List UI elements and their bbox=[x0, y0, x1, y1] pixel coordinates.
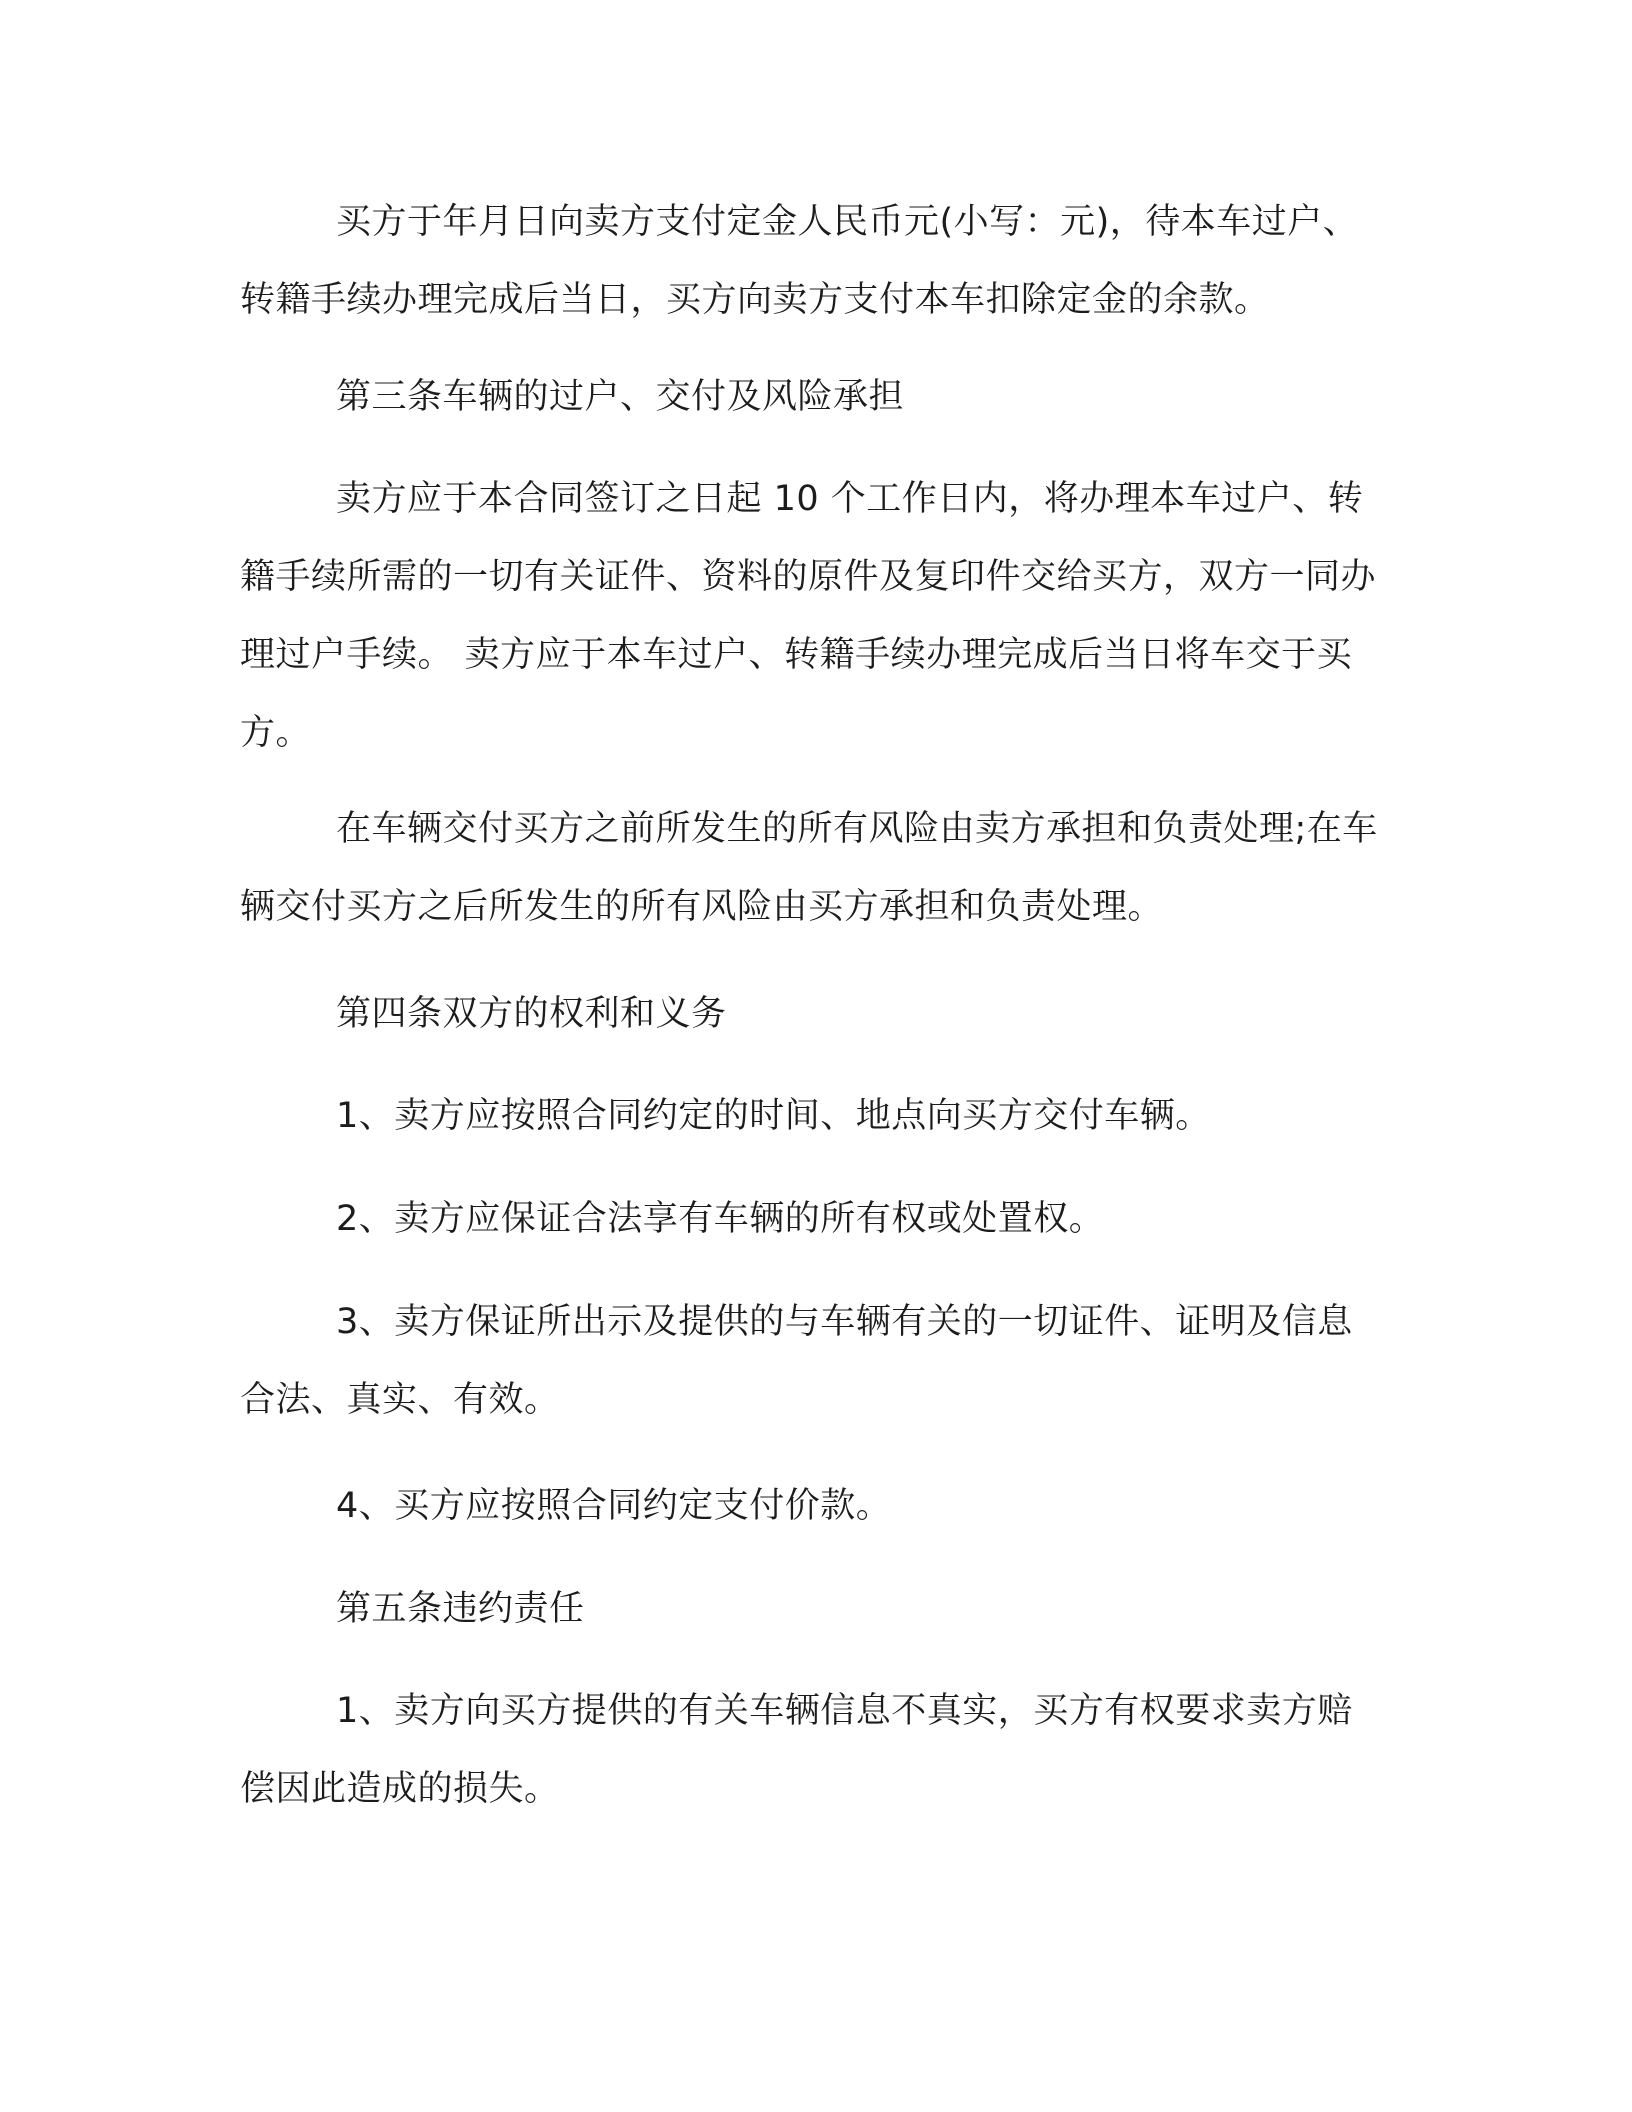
paragraph-transfer-documents: 卖方应于本合同签订之日起 10 个工作日内，将办理本车过户、转籍手续所需的一切有关证件、资料的原件及复印件交给买方，双方一同办理过户手续。 卖方应于本车过户、转籍手续办理完成后当日将车交于买方。 bbox=[240, 479, 1377, 753]
list-item-breach-1: 1、卖方向买方提供的有关车辆信息不真实，买方有权要求卖方赔偿因此造成的损失。 bbox=[240, 1691, 1353, 1809]
list-item-3: 3、卖方保证所出示及提供的与车辆有关的一切证件、证明及信息合法、真实、有效。 bbox=[240, 1302, 1353, 1420]
heading-article-4: 第四条双方的权利和义务 bbox=[336, 994, 727, 1034]
list-item-2: 2、卖方应保证合法享有车辆的所有权或处置权。 bbox=[336, 1199, 1105, 1239]
list-item-1: 1、卖方应按照合同约定的时间、地点向买方交付车辆。 bbox=[336, 1096, 1211, 1136]
heading-article-5: 第五条违约责任 bbox=[336, 1589, 585, 1629]
paragraph-risk: 在车辆交付买方之前所发生的所有风险由卖方承担和负责处理;在车辆交付买方之后所发生的所有风险由买方承担和负责处理。 bbox=[240, 809, 1378, 927]
paragraph-deposit-payment: 买方于年月日向卖方支付定金人民币元(小写：元)，待本车过户、转籍手续办理完成后当日，买方向卖方支付本车扣除定金的余款。 bbox=[240, 202, 1359, 320]
list-item-4: 4、买方应按照合同约定支付价款。 bbox=[336, 1486, 892, 1526]
heading-article-3: 第三条车辆的过户、交付及风险承担 bbox=[336, 377, 905, 417]
